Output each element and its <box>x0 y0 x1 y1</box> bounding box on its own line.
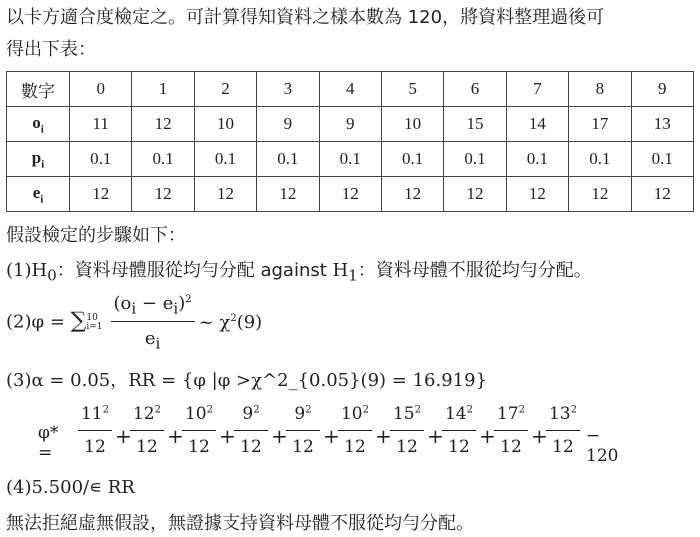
table-header-cell: 9 <box>631 72 693 107</box>
table-cell: 10 <box>381 107 443 142</box>
table-cell: 0.1 <box>132 142 194 177</box>
table-cell: 0.1 <box>506 142 568 177</box>
table-header-cell: 4 <box>319 72 381 107</box>
conclusion-text: 無法拒絕虛無假設，無證據支持資料母體不服從均勻分配。 <box>6 513 474 534</box>
step-2-test-statistic <box>6 293 262 352</box>
table-cell: 12 <box>132 107 194 142</box>
table-cell: 12 <box>132 177 194 212</box>
plus-sign: + <box>219 424 236 448</box>
steps-title: 假設檢定的步驟如下： <box>6 225 186 246</box>
table-row <box>7 107 694 142</box>
fraction-term: $\frac{11^2}{12}$ <box>78 404 112 457</box>
fraction-term: $\frac{13^2}{12}$ <box>546 404 580 457</box>
table-cell: 12 <box>257 177 319 212</box>
table-cell: 0.1 <box>381 142 443 177</box>
plus-sign: + <box>271 424 288 448</box>
sum-symbol: ∑ <box>70 308 87 334</box>
fraction-term: $\frac{14^2}{12}$ <box>442 404 476 457</box>
table-header-cell: 3 <box>257 72 319 107</box>
fraction-term: $\frac{12^2}{12}$ <box>130 404 164 457</box>
table-cell: 0.1 <box>257 142 319 177</box>
table-cell: 12 <box>319 177 381 212</box>
step-4-statistic-value: (4)5.500/∊ RR <box>6 477 135 498</box>
step-3-rejection-region: (3)α = 0.05，RR = {φ |φ >χ^2_{0.05}(9) = 16.919} <box>6 370 488 391</box>
table-cell: 0.1 <box>70 142 132 177</box>
table-cell: 12 <box>194 177 256 212</box>
distribution-tail: ~ $\chi^2(9)$ <box>198 311 263 333</box>
step-number: (1) <box>6 260 32 281</box>
plus-sign: + <box>167 424 184 448</box>
phi-star-prefix: φ* = <box>38 423 59 463</box>
sum-limits <box>86 314 102 332</box>
table-cell: 17 <box>569 107 631 142</box>
table-header-cell: 5 <box>381 72 443 107</box>
table-cell: 13 <box>631 107 693 142</box>
table-header-cell: 2 <box>194 72 256 107</box>
fraction-term: $\frac{9^2}{12}$ <box>234 404 268 457</box>
table-header-cell: 0 <box>70 72 132 107</box>
phi-star-tail: − 120 <box>586 426 619 466</box>
table-cell: 11 <box>70 107 132 142</box>
step-1-hypotheses <box>6 256 592 285</box>
sum-lower: i=1 <box>86 321 103 332</box>
frequency-table <box>6 71 694 212</box>
fraction-term: $\frac{17^2}{12}$ <box>494 404 528 457</box>
plus-sign: + <box>479 424 496 448</box>
fraction-term: $\frac{9^2}{12}$ <box>286 404 320 457</box>
alt-hypothesis-subscript: 1 <box>348 266 358 285</box>
plus-sign: + <box>323 424 340 448</box>
table-header-cell: 1 <box>132 72 194 107</box>
statistic-prefix: (2)φ = <box>6 311 65 333</box>
statistic-fraction <box>111 293 195 352</box>
alt-hypothesis-symbol: H <box>332 260 349 281</box>
table-cell: 0.1 <box>631 142 693 177</box>
table-cell: 12 <box>569 177 631 212</box>
table-cell: 12 <box>70 177 132 212</box>
table-cell: 9 <box>319 107 381 142</box>
fraction-term: $\frac{15^2}{12}$ <box>390 404 424 457</box>
plus-sign: + <box>427 424 444 448</box>
alt-hypothesis-text: ：資料母體不服從均勻分配。 <box>357 260 592 281</box>
table-cell: 0.1 <box>569 142 631 177</box>
row-label-e: $e_i$ <box>7 177 70 212</box>
fraction-numerator: $(o_i - e_i)^2$ <box>111 293 195 322</box>
plus-sign: + <box>115 424 132 448</box>
fraction-denominator: $e_i$ <box>144 327 161 353</box>
fraction-term: $\frac{10^2}{12}$ <box>338 404 372 457</box>
table-cell: 0.1 <box>444 142 506 177</box>
table-cell: 9 <box>257 107 319 142</box>
table-cell: 12 <box>506 177 568 212</box>
row-label-o: $o_i$ <box>7 107 70 142</box>
table-cell: 12 <box>444 177 506 212</box>
null-hypothesis-subscript: 0 <box>47 266 57 285</box>
plus-sign: + <box>375 424 392 448</box>
table-header-cell: 7 <box>506 72 568 107</box>
table-row <box>7 177 694 212</box>
table-cell: 0.1 <box>319 142 381 177</box>
table-header-cell: 6 <box>444 72 506 107</box>
table-cell: 0.1 <box>194 142 256 177</box>
plus-sign: + <box>531 424 548 448</box>
table-cell: 12 <box>631 177 693 212</box>
table-cell: 10 <box>194 107 256 142</box>
intro-line-1: 以卡方適合度檢定之。可計算得知資料之樣本數為 120，將資料整理過後可 <box>6 7 605 28</box>
table-cell: 15 <box>444 107 506 142</box>
table-cell: 12 <box>381 177 443 212</box>
table-header-row <box>7 72 694 107</box>
sum-upper: 10 <box>86 312 98 323</box>
intro-line-2: 得出下表： <box>6 39 96 60</box>
null-hypothesis-text: ：資料母體服從均勻分配 against <box>56 260 333 281</box>
table-header-cell: 8 <box>569 72 631 107</box>
fraction-term: $\frac{10^2}{12}$ <box>182 404 216 457</box>
table-header-cell: 數字 <box>7 72 70 107</box>
null-hypothesis-symbol: H <box>31 260 48 281</box>
row-label-p: $p_i$ <box>7 142 70 177</box>
table-row <box>7 142 694 177</box>
table-cell: 14 <box>506 107 568 142</box>
